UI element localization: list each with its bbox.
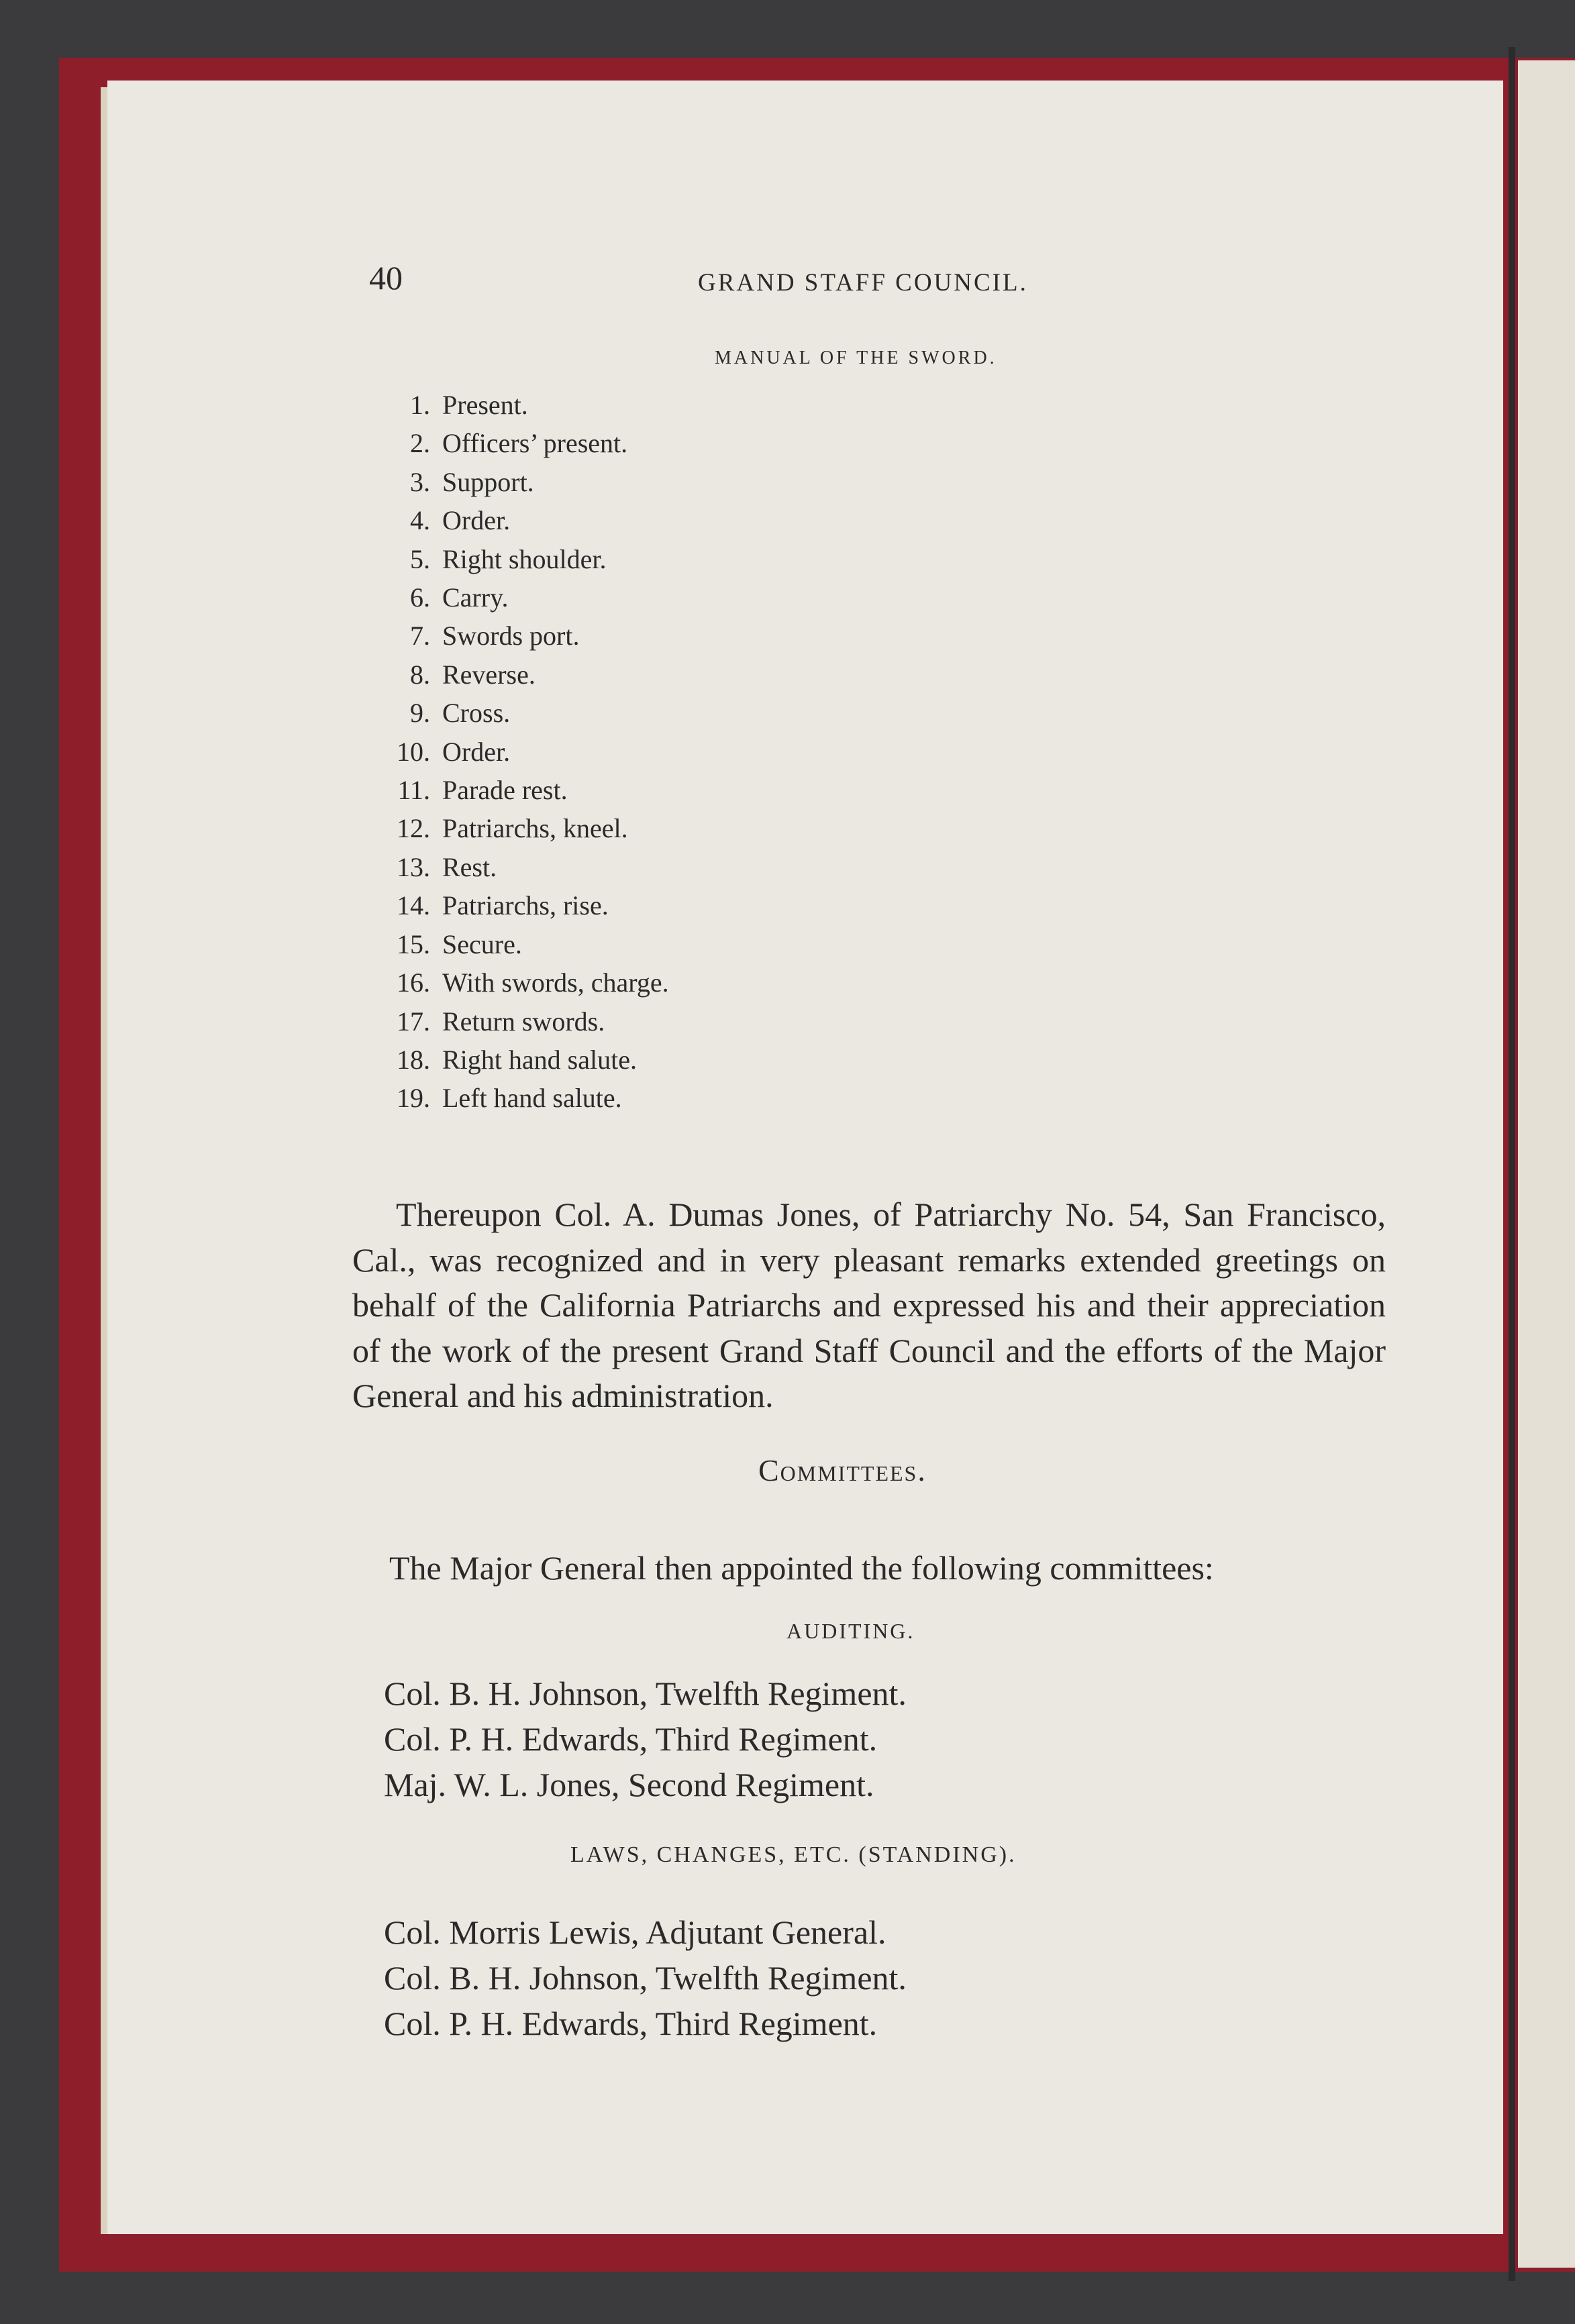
item-number: 16. [397, 967, 430, 998]
list-item [393, 655, 669, 694]
list-item [393, 1041, 669, 1079]
item-text: Right shoulder. [442, 543, 607, 574]
item-number: 12. [397, 813, 430, 844]
manual-list [393, 386, 669, 1118]
item-text: Order. [442, 505, 511, 536]
list-item: Col. Morris Lewis, Adjutant General. [384, 1913, 886, 1951]
item-text: Patriarchs, kneel. [442, 813, 628, 844]
list-item [393, 963, 669, 1002]
item-number: 10. [397, 736, 430, 767]
list-item [393, 424, 669, 462]
list-item [393, 809, 669, 847]
item-text: Patriarchs, rise. [442, 890, 609, 921]
body-paragraph-greetings: Thereupon Col. A. Dumas Jones, of Patriarchy No. 54, San Francisco, Cal., was recognized and in very pleasant remarks extended greetings on behalf of the California Patriarchs and expressed his and their appreciation of the work of the present Grand Staff Council and the efforts of the Major General and his administration. [352, 1196, 1386, 1414]
list-item [393, 848, 669, 886]
list-item [393, 733, 669, 771]
running-head: GRAND STAFF COUNCIL. [698, 269, 1028, 297]
item-number: 1. [410, 390, 430, 420]
item-number: 13. [397, 851, 430, 882]
list-item [393, 771, 669, 809]
item-number: 7. [410, 621, 430, 651]
item-number: 3. [410, 466, 430, 497]
item-text: Carry. [442, 582, 509, 613]
item-number: 2. [410, 428, 430, 459]
committees-heading: Committees. [758, 1453, 927, 1487]
list-item [393, 1079, 669, 1117]
item-text: Support. [442, 466, 534, 497]
auditing-committee-title: AUDITING. [786, 1619, 915, 1643]
list-item [393, 463, 669, 501]
list-item [393, 501, 669, 539]
list-item: Maj. W. L. Jones, Second Regiment. [384, 1766, 874, 1803]
item-number: 19. [397, 1083, 430, 1114]
item-number: 5. [410, 543, 430, 574]
laws-committee-members [384, 1909, 907, 2046]
item-text: Cross. [442, 698, 511, 729]
item-text: Reverse. [442, 659, 536, 690]
body-paragraph-appointment: The Major General then appointed the following committees: [389, 1549, 1214, 1587]
item-number: 9. [410, 698, 430, 729]
item-number: 14. [397, 890, 430, 921]
item-number: 18. [397, 1044, 430, 1075]
item-text: Officers’ present. [442, 428, 628, 459]
item-number: 17. [397, 1006, 430, 1037]
list-item [393, 578, 669, 617]
item-number: 4. [410, 505, 430, 536]
manual-title: MANUAL OF THE SWORD. [715, 348, 997, 368]
list-item [393, 540, 669, 578]
page-number: 40 [369, 259, 403, 297]
list-item [393, 886, 669, 925]
list-item: Col. P. H. Edwards, Third Regiment. [384, 1720, 878, 1758]
item-text: Rest. [442, 851, 497, 882]
item-text: Parade rest. [442, 775, 568, 806]
item-text: With swords, charge. [442, 967, 669, 998]
list-item [393, 925, 669, 963]
list-item: Col. B. H. Johnson, Twelfth Regiment. [384, 1675, 907, 1712]
item-number: 8. [410, 659, 430, 690]
laws-committee-title: LAWS, CHANGES, ETC. (STANDING). [570, 1842, 1017, 1867]
item-text: Order. [442, 736, 511, 767]
item-text: Swords port. [442, 621, 580, 651]
list-item: Col. B. H. Johnson, Twelfth Regiment. [384, 1959, 907, 1997]
item-text: Return swords. [442, 1006, 605, 1037]
item-text: Present. [442, 390, 528, 420]
item-text: Secure. [442, 929, 522, 959]
item-text: Left hand salute. [442, 1083, 622, 1114]
list-item [393, 617, 669, 655]
auditing-committee-members [384, 1671, 907, 1807]
list-item [393, 386, 669, 424]
item-text: Right hand salute. [442, 1044, 637, 1075]
item-number: 15. [397, 929, 430, 959]
list-item: Col. P. H. Edwards, Third Regiment. [384, 2005, 878, 2042]
item-number: 6. [410, 582, 430, 613]
item-number: 11. [397, 775, 430, 806]
list-item [393, 1002, 669, 1041]
list-item [393, 694, 669, 732]
